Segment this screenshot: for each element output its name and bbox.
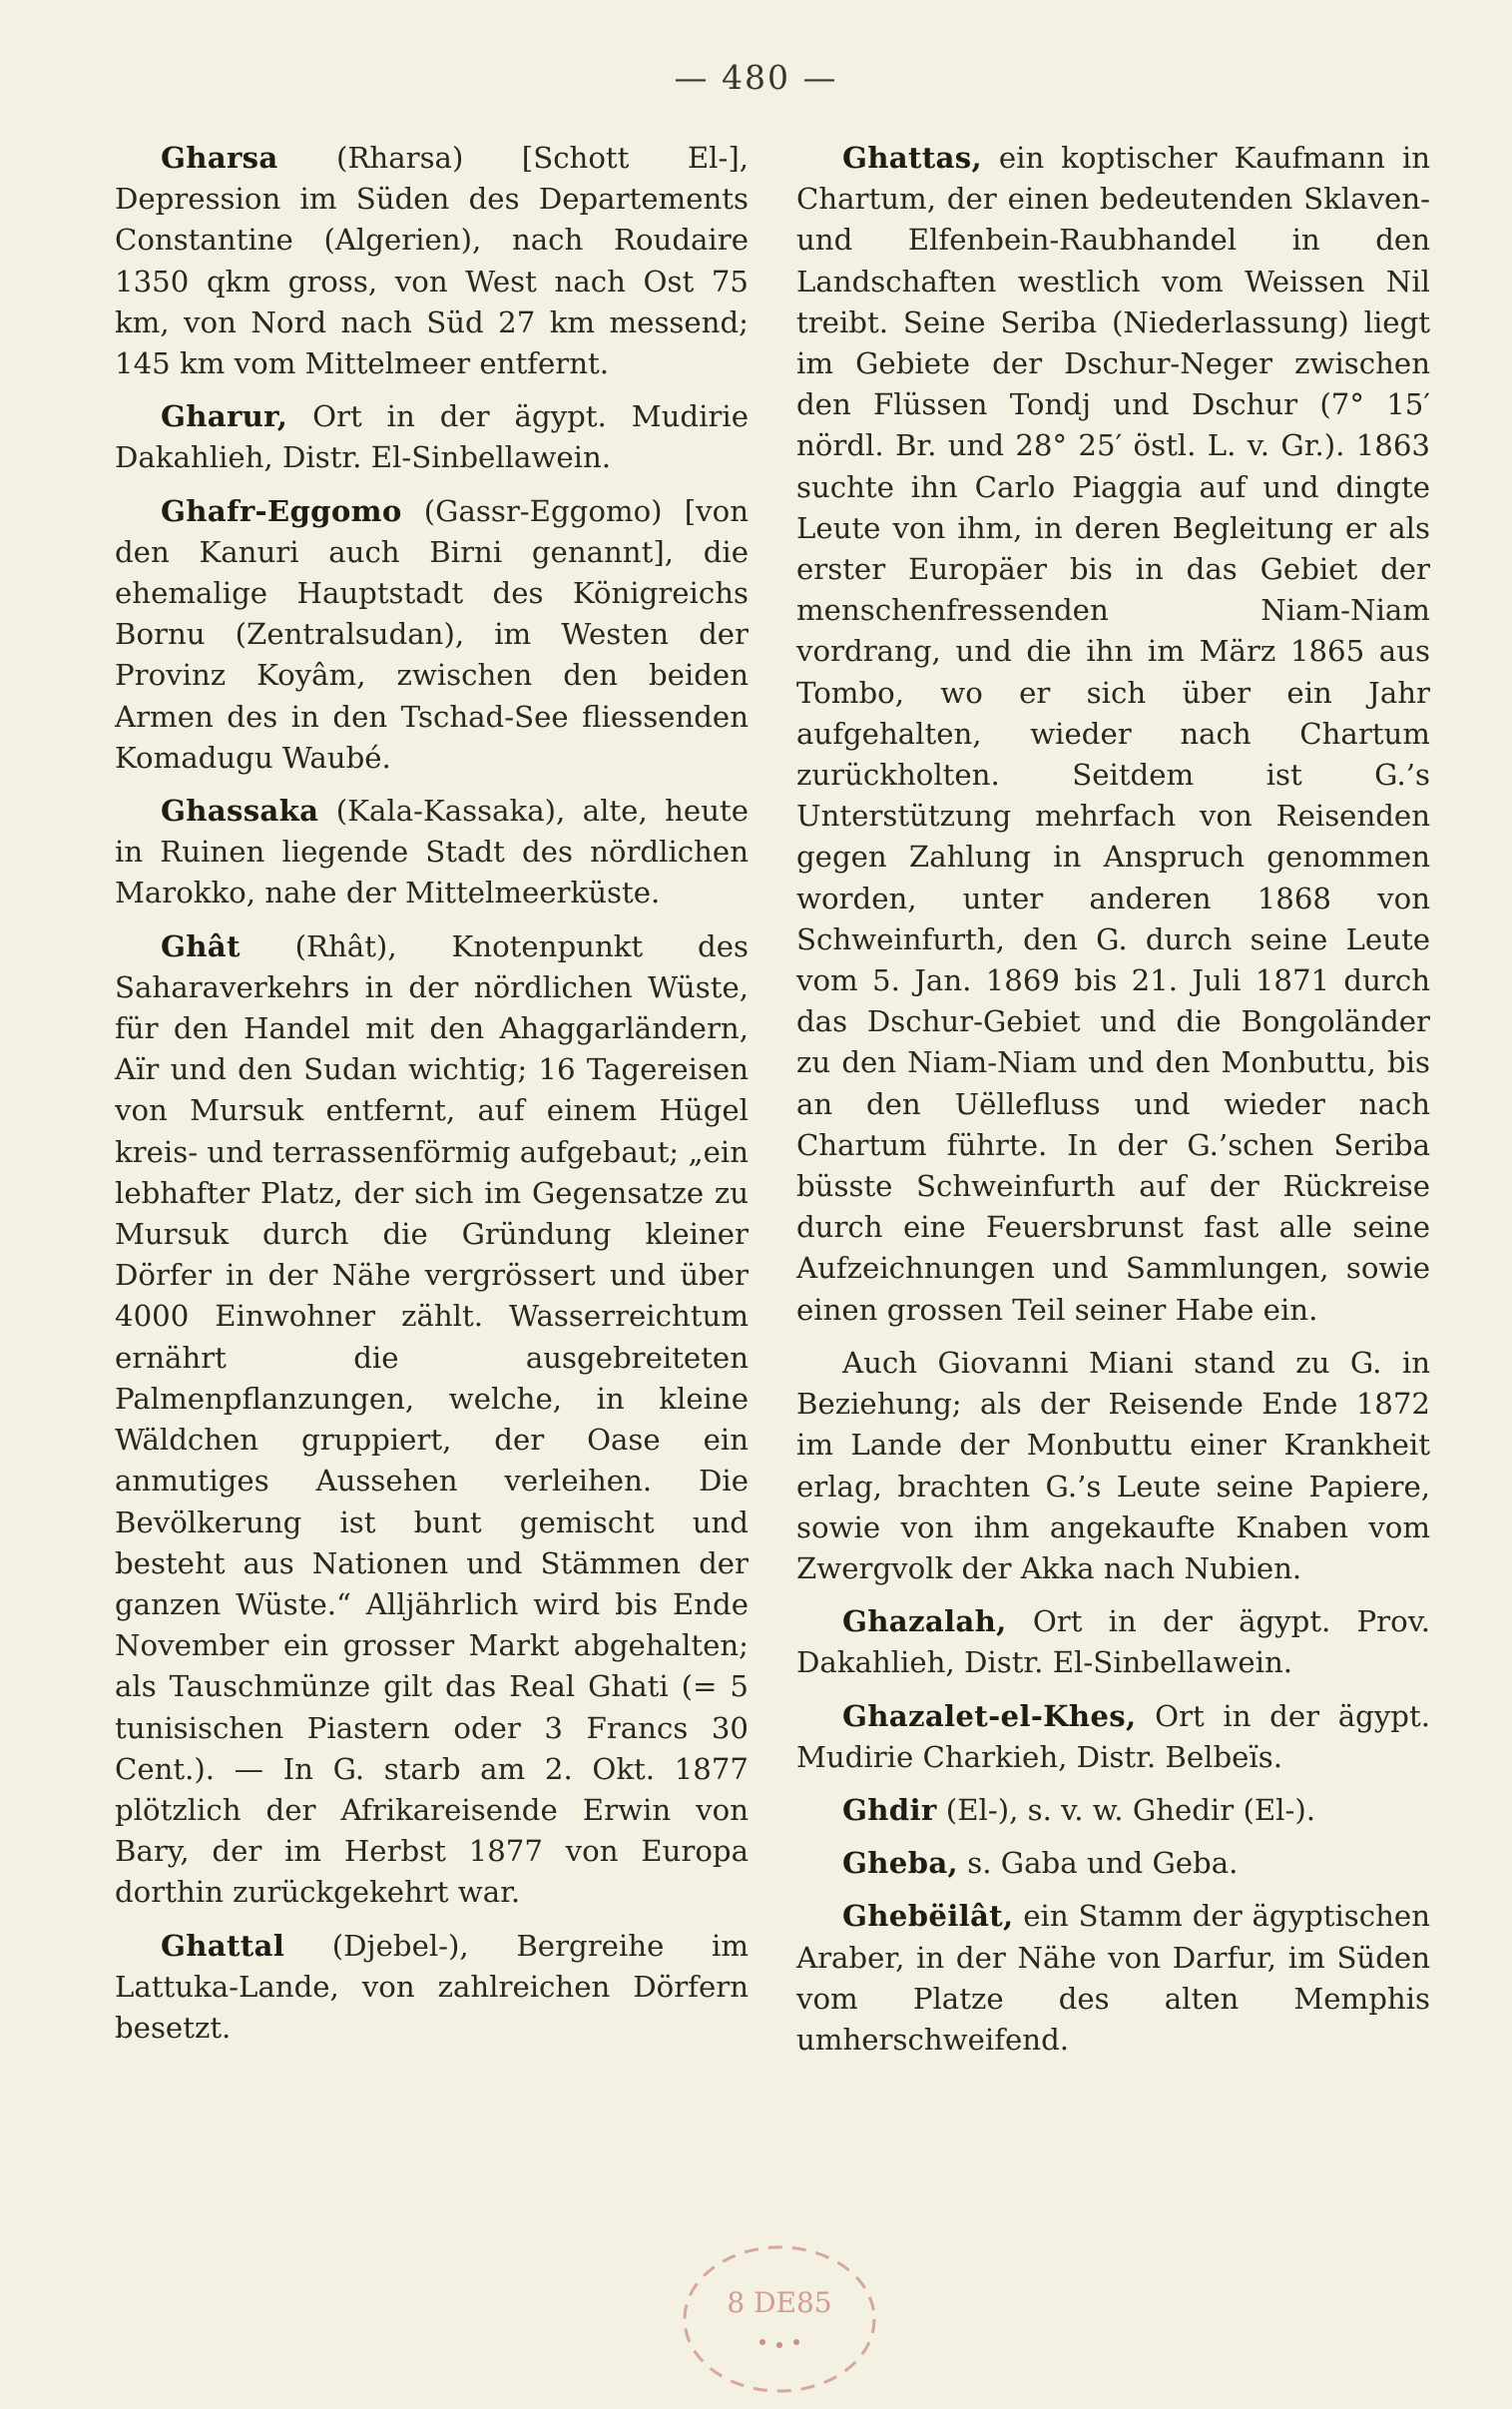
dictionary-entry [115, 791, 749, 914]
entry-text: (Kala-Kassaka), alte, heute in Ruinen liegende Stadt des nördlichen Marokko, nahe der Mittelmeerküste. [115, 794, 749, 910]
entry-headword: Ghattal [161, 1928, 285, 1963]
dictionary-entry [115, 138, 749, 384]
page-number: — 480 — [674, 58, 838, 97]
dictionary-entry [796, 1343, 1430, 1589]
stamp-label: 8 DE85 [727, 2286, 832, 2319]
entry-headword: Ghât [161, 928, 241, 963]
entry-headword: Ghdir [842, 1792, 937, 1827]
entry-text: s. Gaba und Geba. [958, 1846, 1239, 1881]
entry-text: Ort in der ägypt. Mudirie Charkieh, Distr. Belbeïs. [796, 1698, 1430, 1774]
entry-headword: Gharur, [161, 399, 288, 434]
entry-text: ein koptischer Kaufmann in Chartum, der einen bedeutenden Sklaven- und Elfenbein-Raubhandel in den Landschaften westlich vom Weissen Nil treibt. Seine Seriba (Niederlassung) liegt im Gebiete der Dschur-Neger zwischen den Flüssen Tondj und Dschur (7° 15′ nördl. Br. und 28° 25′ östl. L. v. Gr.). 1863 suchte ihn Carlo Piaggia auf und dingte Leute von ihm, in deren Begleitung er als erster Europäer bis in das Gebiet der menschenfressenden Niam-Niam vordrang, und die ihn im März 1865 aus Tombo, wo er sich über ein Jahr aufgehalten, wieder nach Chartum zurückholten. Seitdem ist G.’s Unterstützung mehrfach von Reisenden gegen Zahlung in Anspruch genommen worden, unter anderen 1868 von Schweinfurth, den G. durch seine Leute vom 5. Jan. 1869 bis 21. Juli 1871 durch das Dschur-Gebiet und die Bongoländer zu den Niam-Niam und den Monbuttu, bis an den Uëllefluss und wieder nach Chartum führte. In der G.’schen Seriba büsste Schweinfurth auf der Rückreise durch eine Feuersbrunst fast alle seine Aufzeichnungen und Sammlungen, sowie einen grossen Teil seiner Habe ein. [796, 141, 1430, 1327]
entry-headword: Ghebëilât, [842, 1899, 1014, 1934]
dictionary-entry [796, 1696, 1430, 1778]
entry-text: Ort in der ägypt. Mudirie Dakahlieh, Distr. El-Sinbellawein. [115, 399, 749, 475]
stamp-dot [759, 2339, 765, 2345]
dictionary-entry [796, 1790, 1430, 1831]
entry-headword: Ghazalah, [842, 1604, 1007, 1639]
entry-headword: Gharsa [161, 141, 278, 175]
entry-text: (Rhât), Knotenpunkt des Saharaverkehrs in der nördlichen Wüste, für den Handel mit den Ahaggarländern, Aïr und den Sudan wichtig; 16 Tagereisen von Mursuk entfernt, auf einem Hügel kreis- und terrassenförmig aufgebaut; „ein lebhafter Platz, der sich im Gegensatze zu Mursuk durch die Gründung kleiner Dörfer in der Nähe vergrössert und über 4000 Einwohner zählt. Wasserreichtum ernährt die ausgebreiteten Palmenpflanzungen, welche, in kleine Wäldchen gruppiert, der Oase ein anmutiges Aussehen verleihen. Die Bevölkerung ist bunt gemischt und besteht aus Nationen und Stämmen der ganzen Wüste.“ Alljährlich wird bis Ende November ein grosser Markt abgehalten; als Tauschmünze gilt das Real Ghati (= 5 tunisischen Piastern oder 3 Francs 30 Cent.). — In G. starb am 2. Okt. 1877 plötzlich der Afrikareisende Erwin von Bary, der im Herbst 1877 von Europa dorthin zurückgekehrt war. [115, 928, 749, 1910]
left-column [115, 138, 749, 2061]
dictionary-entry [115, 1926, 749, 2050]
dictionary-entry [796, 138, 1430, 1331]
entry-text: (Rharsa) [Schott El-], Depression im Süden des Departements Constantine (Algerien), nach Roudaire 1350 qkm gross, von West nach Ost 75 km, von Nord nach Süd 27 km messend; 145 km vom Mittelmeer entfernt. [115, 141, 749, 381]
dictionary-entry [115, 396, 749, 478]
entry-text: (Djebel-), Bergreihe im Lattuka-Lande, von zahlreichen Dörfern besetzt. [115, 1928, 749, 2045]
entry-headword: Gheba, [842, 1846, 958, 1881]
dictionary-entry [115, 491, 749, 779]
dictionary-entry [796, 1601, 1430, 1683]
library-stamp-graphic [665, 2224, 894, 2404]
entry-text: (El-), s. v. w. Ghedir (El-). [936, 1792, 1316, 1827]
entry-headword: Ghazalet-el-Khes, [842, 1698, 1137, 1733]
entry-text: ein Stamm der ägyptischen Araber, in der Nähe von Darfur, im Süden vom Platze des alten Memphis umherschweifend. [796, 1899, 1430, 2057]
stamp-dot [793, 2339, 799, 2345]
entry-headword: Ghafr-Eggomo [161, 493, 402, 528]
entry-text: Ort in der ägypt. Prov. Dakahlieh, Distr. El-Sinbellawein. [796, 1604, 1430, 1680]
right-column [796, 138, 1430, 2073]
entry-text: (Gassr-Eggomo) [von den Kanuri auch Birni genannt], die ehemalige Hauptstadt des Königreichs Bornu (Zentralsudan), im Westen der Provinz Koyâm, zwischen den beiden Armen des in den Tschad-See fliessenden Komadugu Waubé. [115, 493, 749, 775]
stamp-ring [685, 2247, 874, 2391]
entry-headword: Ghattas, [842, 141, 982, 175]
stamp-dot [776, 2342, 782, 2348]
dictionary-entry [115, 926, 749, 1914]
library-stamp [665, 2224, 894, 2404]
entry-text: Auch Giovanni Miani stand zu G. in Beziehung; als der Reisende Ende 1872 im Lande der Monbuttu einer Krankheit erlag, brachten G.’s Leute seine Papiere, sowie von ihm angekaufte Knaben vom Zwergvolk der Akka nach Nubien. [796, 1345, 1430, 1585]
dictionary-entry [796, 1843, 1430, 1884]
entry-headword: Ghassaka [161, 794, 319, 829]
dictionary-entry [796, 1896, 1430, 2061]
